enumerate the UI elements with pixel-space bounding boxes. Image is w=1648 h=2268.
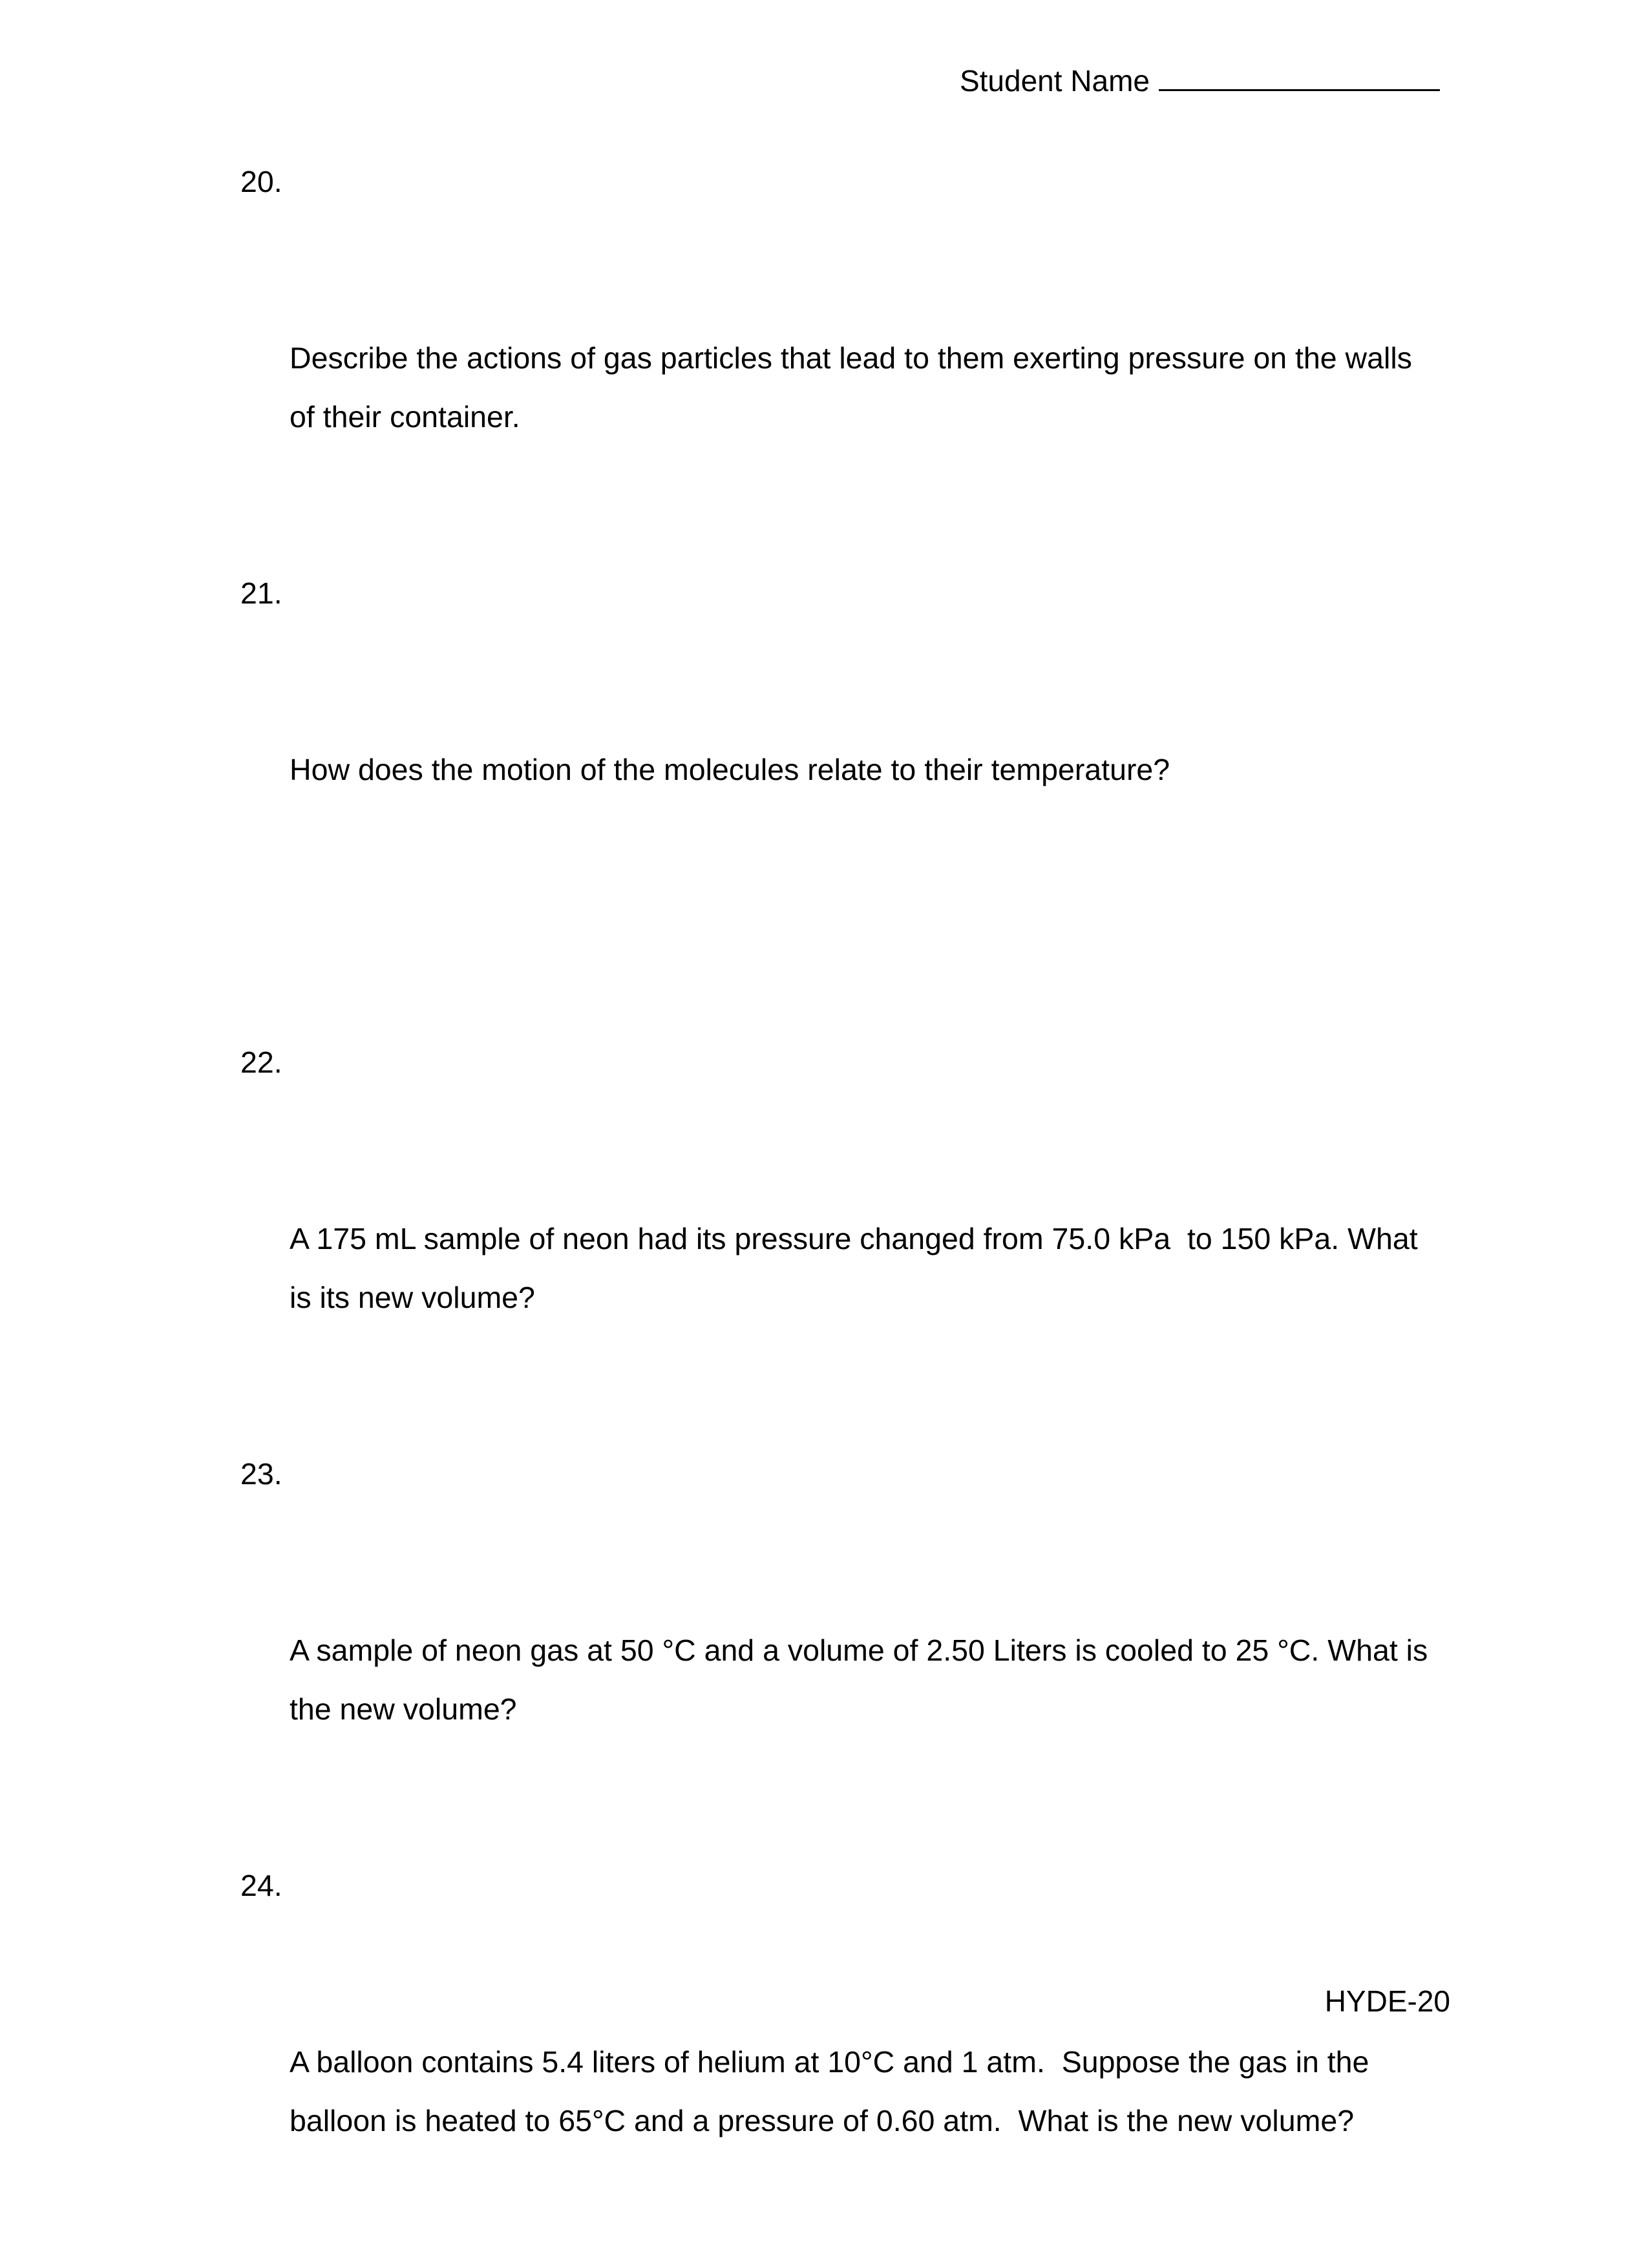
student-name-label: Student Name (959, 64, 1150, 98)
question-text: How does the motion of the molecules relate to their temperature? (290, 753, 1170, 786)
student-name-field (960, 59, 1440, 98)
question-text: A 175 mL sample of neon had its pressure changed from 75.0 kPa to 150 kPa. What is its new volume? (290, 1222, 1426, 1314)
question-list (240, 152, 1442, 2268)
question-24 (240, 1856, 1442, 2268)
question-text: A sample of neon gas at 50 °C and a volume of 2.50 Liters is cooled to 25 °C. What is the new volume? (290, 1633, 1437, 1726)
question-23 (240, 1445, 1442, 1856)
student-name-blank-line (1159, 59, 1440, 91)
page-footer-code: HYDE-20 (1324, 1984, 1450, 2018)
question-21 (240, 564, 1442, 917)
question-20 (240, 152, 1442, 564)
question-number: 23. (240, 1457, 282, 1491)
question-text: A balloon contains 5.4 liters of helium at 10°C and 1 atm. Suppose the gas in the balloon is heated to 65°C and a pressure of 0.60 atm. What is the new volume? (290, 2045, 1378, 2137)
question-number: 20. (240, 165, 282, 198)
question-22 (240, 1033, 1442, 1445)
question-number: 21. (240, 576, 282, 610)
question-number: 22. (240, 1045, 282, 1079)
answer-space (240, 917, 1442, 1033)
question-number: 24. (240, 1869, 282, 1902)
question-text: Describe the actions of gas particles that lead to them exerting pressure on the walls of their container. (290, 341, 1421, 434)
